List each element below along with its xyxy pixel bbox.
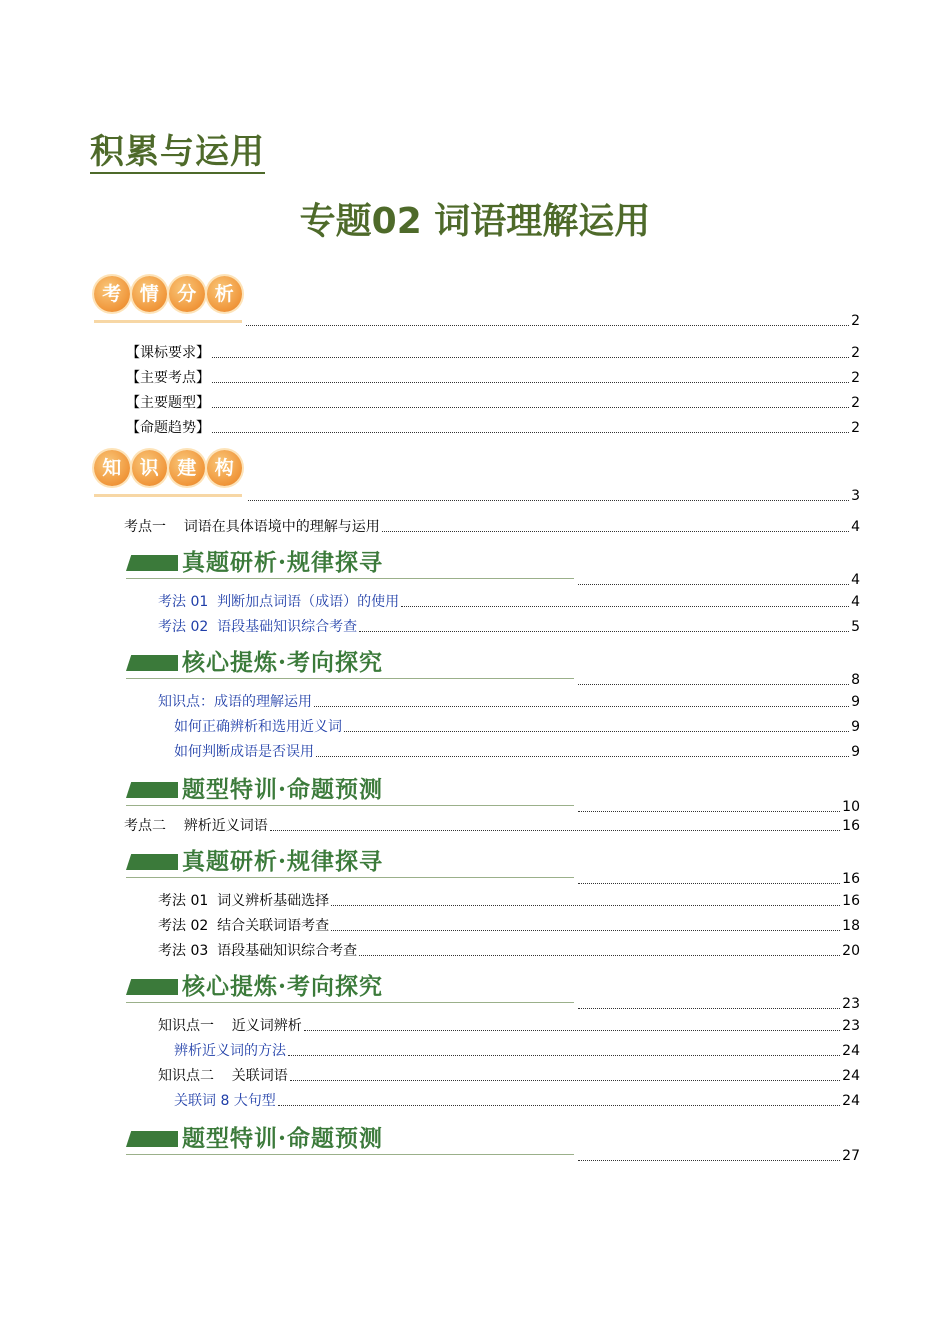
toc-page-number: 23	[842, 996, 860, 1012]
toc-row-banner-page[interactable]	[576, 995, 860, 1013]
badge-char: 析	[207, 276, 243, 312]
toc-row[interactable]	[124, 817, 860, 835]
toc-row[interactable]	[124, 518, 860, 536]
toc-row-analysis-item[interactable]	[126, 369, 860, 387]
banner-bar-icon	[126, 979, 178, 995]
toc-row[interactable]	[158, 942, 860, 960]
leader-dots	[212, 356, 849, 358]
toc-row-section2[interactable]	[246, 487, 860, 505]
leader-dots	[212, 406, 849, 408]
banner-bar-icon	[126, 655, 178, 671]
toc-page-number: 4	[851, 519, 860, 535]
banner-header	[126, 972, 574, 1002]
badge-char: 分	[169, 276, 205, 312]
leader-dots	[331, 904, 840, 906]
banner-header	[126, 847, 574, 877]
banner-title: 题型特训·命题预测	[182, 776, 384, 803]
toc-page-number: 9	[851, 694, 860, 710]
toc-label: 如何正确辨析和选用近义词	[174, 719, 342, 735]
toc-page-number: 16	[842, 818, 860, 834]
toc-label: 知识点一 近义词辨析	[158, 1018, 302, 1034]
badge-char: 构	[207, 450, 243, 486]
toc-row-banner-page[interactable]	[576, 571, 860, 589]
toc-row[interactable]	[174, 718, 860, 736]
toc-row-banner-page[interactable]	[576, 798, 860, 816]
toc-row-analysis-item[interactable]	[126, 394, 860, 412]
banner-header	[126, 775, 574, 805]
banner-header	[126, 648, 574, 678]
section-banner[interactable]	[126, 972, 574, 1003]
badge-char: 情	[132, 276, 168, 312]
badge-char: 建	[169, 450, 205, 486]
leader-dots	[248, 499, 849, 501]
toc-label: 【课标要求】	[126, 345, 210, 361]
toc-row-analysis-item[interactable]	[126, 419, 860, 437]
section-banner[interactable]	[126, 548, 574, 579]
leader-dots	[212, 381, 849, 383]
toc-page-number: 23	[842, 1018, 860, 1034]
leader-dots	[331, 929, 840, 931]
banner-underline	[126, 1002, 574, 1003]
banner-title: 核心提炼·考向探究	[182, 649, 384, 676]
toc-label: 【命题趋势】	[126, 420, 210, 436]
leader-dots	[212, 431, 849, 433]
leader-dots	[401, 605, 849, 607]
toc-row[interactable]	[158, 1017, 860, 1035]
toc-row[interactable]	[158, 1067, 860, 1085]
toc-page-number: 5	[851, 619, 860, 635]
toc-page-number: 24	[842, 1093, 860, 1109]
banner-title: 真题研析·规律探寻	[182, 549, 384, 576]
leader-dots	[270, 829, 840, 831]
section-banner[interactable]	[126, 648, 574, 679]
banner-underline	[126, 578, 574, 579]
badge-underline	[94, 494, 242, 497]
toc-label: 考法 02 语段基础知识综合考查	[158, 619, 358, 635]
badge-char: 考	[94, 276, 130, 312]
banner-underline	[126, 805, 574, 806]
section-badge-analysis	[94, 276, 244, 323]
banner-title: 真题研析·规律探寻	[182, 848, 384, 875]
banner-underline	[126, 1154, 574, 1155]
toc-page-number: 20	[842, 943, 860, 959]
toc-page-number: 2	[851, 420, 860, 436]
toc-label: 考法 02 结合关联词语考查	[158, 918, 330, 934]
leader-dots	[578, 1159, 840, 1161]
leader-dots	[314, 705, 849, 707]
toc-page-number: 2	[851, 345, 860, 361]
banner-header	[126, 548, 574, 578]
badge-char: 识	[132, 450, 168, 486]
toc-label: 关联词 8 大句型	[174, 1093, 276, 1109]
toc-page-number: 27	[842, 1148, 860, 1164]
leader-dots	[382, 530, 849, 532]
toc-row[interactable]	[158, 917, 860, 935]
part-title: 积累与运用	[90, 132, 265, 172]
badge-char: 知	[94, 450, 130, 486]
toc-label: 考法 01 判断加点词语（成语）的使用	[158, 594, 400, 610]
section-banner[interactable]	[126, 1124, 574, 1155]
toc-page-number: 3	[851, 488, 860, 504]
leader-dots	[359, 630, 849, 632]
toc-page-number: 9	[851, 744, 860, 760]
toc-page-number: 24	[842, 1068, 860, 1084]
toc-page-number: 24	[842, 1043, 860, 1059]
toc-label: 辨析近义词的方法	[174, 1043, 286, 1059]
toc-page-number: 16	[842, 871, 860, 887]
toc-row[interactable]	[174, 743, 860, 761]
toc-row-section1[interactable]	[244, 312, 860, 330]
toc-label: 考法 01 词义辨析基础选择	[158, 893, 330, 909]
toc-label: 【主要考点】	[126, 370, 210, 386]
banner-title: 核心提炼·考向探究	[182, 973, 384, 1000]
banner-header	[126, 1124, 574, 1154]
leader-dots	[359, 954, 840, 956]
toc-row[interactable]	[174, 1042, 860, 1060]
leader-dots	[578, 810, 840, 812]
toc-label: 知识点二 关联词语	[158, 1068, 288, 1084]
toc-row[interactable]	[158, 892, 860, 910]
toc-label: 考法 03 语段基础知识综合考查	[158, 943, 358, 959]
toc-row-analysis-item[interactable]	[126, 344, 860, 362]
toc-row-banner-page[interactable]	[576, 1147, 860, 1165]
toc-page-number: 9	[851, 719, 860, 735]
toc-row[interactable]	[158, 618, 860, 636]
toc-page-number: 2	[851, 313, 860, 329]
banner-bar-icon	[126, 854, 178, 870]
toc-row-banner-page[interactable]	[576, 671, 860, 689]
toc-row[interactable]	[158, 593, 860, 611]
banner-bar-icon	[126, 782, 178, 798]
toc-label: 【主要题型】	[126, 395, 210, 411]
toc-page-number: 10	[842, 799, 860, 815]
section-banner[interactable]	[126, 847, 574, 878]
toc-label: 考点二 辨析近义词语	[124, 818, 268, 834]
leader-dots	[578, 1007, 840, 1009]
main-title: 专题02 词语理解运用	[299, 201, 651, 242]
toc-label: 知识点：成语的理解运用	[158, 694, 312, 710]
toc-row[interactable]	[174, 1092, 860, 1110]
leader-dots	[278, 1104, 840, 1106]
badge-underline	[94, 320, 242, 323]
leader-dots	[578, 683, 849, 685]
banner-underline	[126, 678, 574, 679]
banner-bar-icon	[126, 555, 178, 571]
toc-label: 考点一 词语在具体语境中的理解与运用	[124, 519, 380, 535]
leader-dots	[290, 1079, 840, 1081]
toc-row[interactable]	[158, 693, 860, 711]
section-badge-knowledge	[94, 450, 244, 497]
leader-dots	[344, 730, 849, 732]
toc-page-number: 4	[851, 572, 860, 588]
leader-dots	[578, 882, 840, 884]
toc-page-number: 4	[851, 594, 860, 610]
toc-label: 如何判断成语是否误用	[174, 744, 314, 760]
leader-dots	[316, 755, 849, 757]
banner-title: 题型特训·命题预测	[182, 1125, 384, 1152]
toc-page-number: 18	[842, 918, 860, 934]
leader-dots	[578, 583, 849, 585]
toc-page-number: 2	[851, 370, 860, 386]
banner-bar-icon	[126, 1131, 178, 1147]
toc-page-number: 16	[842, 893, 860, 909]
toc-page-number: 2	[851, 395, 860, 411]
leader-dots	[288, 1054, 840, 1056]
leader-dots	[246, 324, 849, 326]
toc-page-number: 8	[851, 672, 860, 688]
banner-underline	[126, 877, 574, 878]
leader-dots	[304, 1029, 840, 1031]
toc-row-banner-page[interactable]	[576, 870, 860, 888]
section-banner[interactable]	[126, 775, 574, 806]
